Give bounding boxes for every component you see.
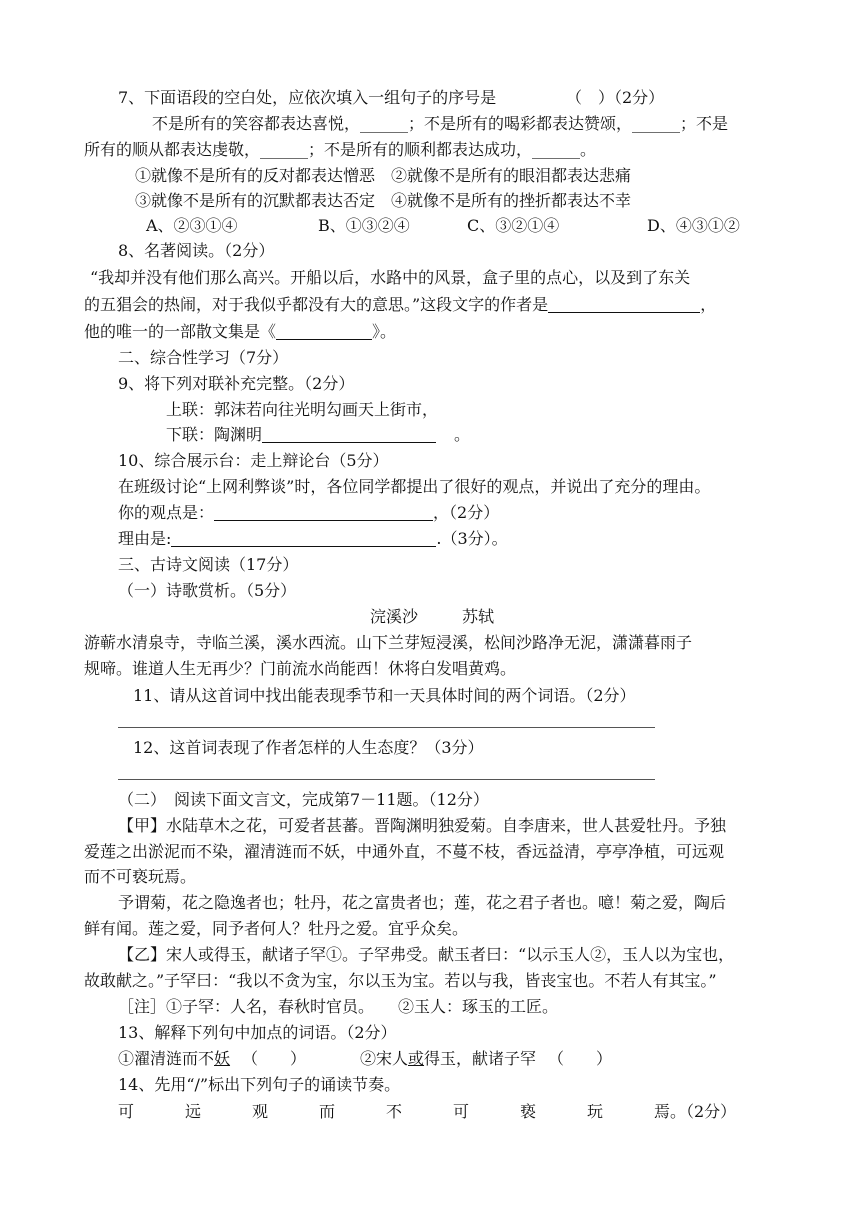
- q8-quote-line3: 他的唯一的一部散文集是《 》。: [84, 322, 397, 341]
- q8-quote-line1: “我却并没有他们那么高兴。开船以后，水路中的风景，盒子里的点心，以及到了东关: [90, 268, 691, 287]
- poem-title: 浣溪沙: [370, 607, 419, 626]
- q13-item-b: ②宋人或得玉，献诸子罕 （ ）: [360, 1049, 613, 1068]
- jia-line4: 予谓菊，花之隐逸者也；牡丹，花之富贵者也；莲，花之君子者也。噫！菊之爱，陶后: [118, 893, 727, 912]
- q7-choice-b: B、①③②④: [318, 216, 410, 235]
- q7-passage-line2: 所有的顺从都表达虔敬，______；不是所有的顺利都表达成功，______。: [84, 140, 597, 159]
- q10-reason-line: 理由是: .（3分）。: [118, 529, 508, 548]
- classical-note: ［注］①子罕：人名，春秋时官员。 ②玉人：琢玉的工匠。: [118, 997, 559, 1016]
- section-2-heading: 二、综合性学习（7分）: [118, 348, 289, 367]
- q8-book-blank[interactable]: [276, 323, 372, 340]
- q12-title: 12、这首词表现了作者怎样的人生态度？（3分）: [133, 738, 484, 757]
- poem-subheading: （一）诗歌赏析。（5分）: [118, 581, 297, 600]
- yi-line1: 【乙】宋人或得玉，献诸子罕①。子罕弗受。献玉者曰：“以示玉人②，玉人以为宝也，: [118, 945, 735, 964]
- q13-answer-a[interactable]: （ ）: [242, 1049, 307, 1068]
- q14-sentence[interactable]: 可 远 观 而 不 可 亵 玩 焉。（2分）: [118, 1102, 737, 1121]
- q11-answer-line[interactable]: [118, 727, 655, 728]
- q7-passage-line1: 不是所有的笑容都表达喜悦，______；不是所有的喝彩都表达赞颂，______；不是: [152, 114, 729, 133]
- q7-choice-c: C、③②①④: [467, 216, 560, 235]
- q8-quote-line2: 的五猖会的热闹，对于我似乎都没有大的意思。”这段文字的作者是 ，: [84, 295, 717, 314]
- jia-line1: 【甲】水陆草木之花，可爱者甚蕃。晋陶渊明独爱菊。自李唐来，世人甚爱牡丹。予独: [118, 816, 727, 835]
- q10-view-line: 你的观点是： ，（2分）: [118, 503, 500, 522]
- q9-title: 9、将下列对联补充完整。（2分）: [118, 374, 355, 393]
- q9-upper-couplet: 上联：郭沫若向往光明勾画天上街市，: [166, 400, 439, 419]
- jia-line5: 鲜有闻。莲之爱，同予者何人？牡丹之爱。宜乎众矣。: [84, 919, 469, 938]
- q10-view-blank[interactable]: [214, 504, 433, 521]
- q7-options-line1: ①就像不是所有的反对都表达憎恶 ②就像不是所有的眼泪都表达悲痛: [135, 166, 632, 185]
- q12-answer-line[interactable]: [118, 779, 655, 780]
- q10-title: 10、综合展示台：走上辩论台（5分）: [118, 451, 389, 470]
- q10-description: 在班级讨论“上网利弊谈”时，各位同学都提出了很好的观点，并说出了充分的理由。: [118, 477, 711, 496]
- q11-title: 11、请从这首词中找出能表现季节和一天具体时间的两个词语。（2分）: [133, 686, 636, 705]
- q10-reason-blank[interactable]: [171, 530, 436, 547]
- q13-dotted-word-b: 或: [408, 1049, 425, 1068]
- q8-title: 8、名著阅读。（2分）: [118, 241, 275, 260]
- poem-line1: 游蕲水清泉寺，寺临兰溪，溪水西流。山下兰芽短浸溪，松间沙路净无泥，潇潇暮雨子: [84, 633, 693, 652]
- classical-subheading: （二） 阅读下面文言文，完成第7－11题。（12分）: [118, 790, 489, 809]
- jia-line3: 而不可亵玩焉。: [84, 867, 197, 886]
- q13-answer-b[interactable]: （ ）: [548, 1049, 613, 1068]
- q8-author-blank[interactable]: [548, 296, 700, 313]
- poem-line2: 规啼。谁道人生无再少？门前流水尚能西！休将白发唱黄鸡。: [84, 659, 517, 678]
- q9-lower-couplet: 下联：陶渊明 。: [166, 425, 471, 444]
- q7-score: （ ）（2分）: [566, 88, 665, 107]
- poem-author: 苏轼: [462, 607, 495, 626]
- q9-lower-blank[interactable]: [262, 426, 436, 443]
- q7-choice-d: D、④③①②: [647, 216, 740, 235]
- q7-choice-a: A、②③①④: [146, 216, 238, 235]
- q13-title: 13、解释下列句中加点的词语。（2分）: [118, 1023, 397, 1042]
- yi-line2: 故敢献之。”子罕曰：“我以不贪为宝，尔以玉为宝。若以与我，皆丧宝也。不若人有其宝。”: [84, 971, 717, 990]
- q13-dotted-word-a: 妖: [214, 1049, 231, 1068]
- q13-item-a: ①濯清涟而不妖 （ ）: [118, 1049, 307, 1068]
- jia-line2: 爱莲之出淤泥而不染，濯清涟而不妖，中通外直，不蔓不枝，香远益清，亭亭净植，可远观: [84, 842, 725, 861]
- q7-options-line2: ③就像不是所有的沉默都表达否定 ④就像不是所有的挫折都表达不幸: [135, 191, 632, 210]
- q14-title: 14、先用“/”标出下列句子的诵读节奏。: [118, 1075, 401, 1094]
- section-3-heading: 三、古诗文阅读（17分）: [118, 555, 299, 574]
- q7-title: 7、下面语段的空白处，应依次填入一组句子的序号是: [118, 88, 497, 107]
